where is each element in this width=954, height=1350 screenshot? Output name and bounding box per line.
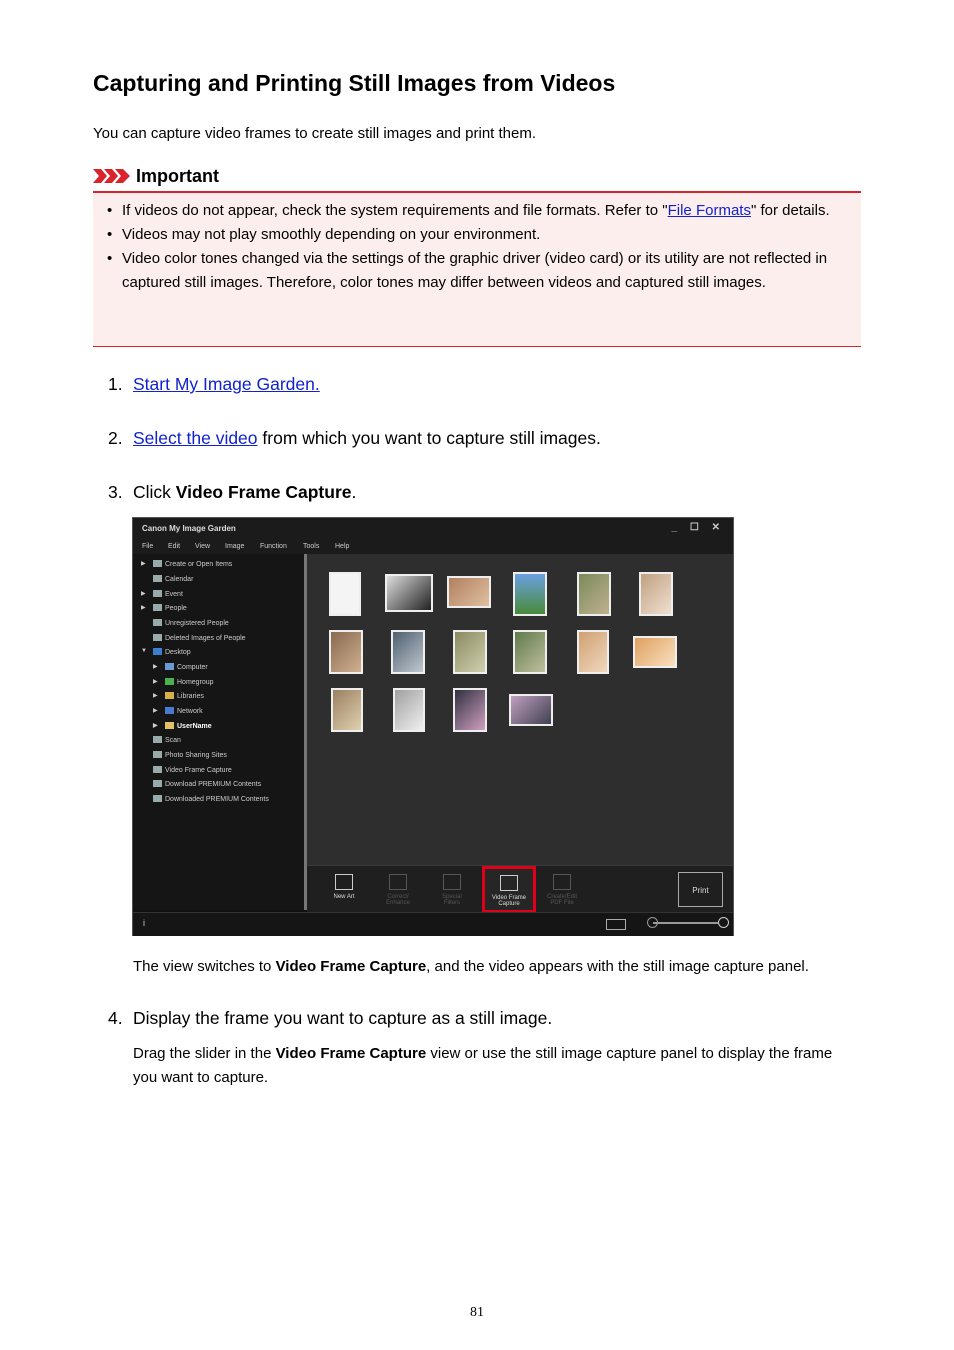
sidebar-item-create[interactable]: ▶ Create or Open Items [141,561,233,568]
menu-bar [133,540,733,554]
sidebar-item-deleted-people[interactable]: Deleted Images of People [153,634,246,642]
file-formats-link[interactable]: File Formats [667,202,751,219]
step-3-note: The view switches to Video Frame Capture, and the video appears with the still image capture panel. [133,958,809,975]
new-art-icon [335,874,353,890]
thumbnail[interactable] [447,576,491,608]
sidebar-item-photo-sharing[interactable]: Photo Sharing Sites [153,751,227,759]
zoom-in-icon[interactable] [718,917,729,928]
thumbnail[interactable] [577,572,611,616]
page-title: Capturing and Printing Still Images from Videos [93,70,616,96]
person-outline-icon [153,634,162,641]
info-icon[interactable]: i [143,918,145,928]
sidebar-tree [134,554,307,910]
user-folder-icon [165,722,174,729]
computer-icon [165,663,174,670]
thumbnail[interactable] [331,688,363,732]
important-label: Important [136,166,219,186]
step-4-note: Drag the slider in the Video Frame Capture view or use the still image capture panel to display the frame you want to capture. [133,1045,833,1086]
pdf-icon [553,874,571,890]
menu-file[interactable]: File [142,543,154,550]
important-item: • If videos do not appear, check the system requirements and file formats. Refer to "File Formats" for details. [107,202,830,219]
create-edit-pdf-button[interactable]: Create/Edit PDF File [537,872,587,912]
special-filters-icon [443,874,461,890]
thumbnail[interactable] [577,630,609,674]
sidebar-item-people[interactable]: ▶ People [141,605,187,612]
download-icon [153,780,162,787]
network-icon [165,707,174,714]
thumbnail[interactable] [453,688,487,732]
person-icon [153,619,162,626]
status-bar [133,912,733,936]
thumbnail[interactable] [509,694,553,726]
scan-icon [153,736,162,743]
sidebar-item-homegroup[interactable]: ▶ Homegroup [153,679,214,686]
thumbnail[interactable] [385,574,433,612]
important-item: • Video color tones changed via the settings of the graphic driver (video card) or its utility are not reflected in captured still images. Therefore, color tones may differ between videos and captured still images. [107,250,828,291]
important-header [93,165,861,193]
sidebar-item-calendar[interactable]: Calendar [153,575,193,583]
thumbnail[interactable] [513,572,547,616]
important-arrows-icon [93,168,131,184]
sidebar-item-event[interactable]: ▶ Event [141,591,183,598]
zoom-slider[interactable] [653,922,718,924]
thumbnail[interactable] [513,630,547,674]
important-item: • Videos may not play smoothly depending on your environment. [107,226,541,243]
create-icon [153,560,162,567]
thumbnail[interactable] [639,572,673,616]
sidebar-item-computer[interactable]: ▶ Computer [153,664,208,671]
people-icon [153,604,162,611]
step-2: 2. Select the video from which you want to capture still images. [108,428,601,448]
intro-text: You can capture video frames to create still images and print them. [93,125,537,142]
thumbnail[interactable] [453,630,487,674]
thumbnail-grid [307,554,733,865]
page-number: 81 [470,1305,484,1320]
correct-enhance-icon [389,874,407,890]
window-titlebar [133,518,733,540]
photo-sharing-icon [153,751,162,758]
sidebar-item-unregistered-people[interactable]: Unregistered People [153,619,229,627]
step-4: 4. Display the frame you want to capture as a still image. [108,1008,553,1028]
sidebar-item-network[interactable]: ▶ Network [153,708,203,715]
desktop-icon [153,648,162,655]
video-frame-capture-icon [500,875,518,891]
video-frame-icon [153,766,162,773]
sidebar-item-username[interactable]: ▶ UserName [153,723,212,730]
view-mode-icon[interactable] [606,919,626,930]
important-box [93,193,861,347]
new-art-button[interactable]: New Art [319,872,369,912]
select-the-video-link[interactable]: Select the video [133,428,258,448]
menu-tools[interactable]: Tools [303,543,320,550]
thumbnail[interactable] [633,636,677,668]
thumbnail[interactable] [393,688,425,732]
bottom-toolbar [307,865,733,913]
folder-icon [153,795,162,802]
sidebar-item-libraries[interactable]: ▶ Libraries [153,693,204,700]
libraries-icon [165,692,174,699]
menu-image[interactable]: Image [225,543,245,550]
step-3: 3. Click Video Frame Capture. [108,482,357,502]
sidebar-item-scan[interactable]: Scan [153,736,181,744]
special-filters-button[interactable]: Special Filters [427,872,477,912]
thumbnail[interactable] [391,630,425,674]
window-title: Canon My Image Garden [142,524,236,533]
thumbnail[interactable] [329,572,361,616]
thumbnail[interactable] [329,630,363,674]
menu-function[interactable]: Function [260,543,287,550]
sidebar-item-downloaded-premium[interactable]: Downloaded PREMIUM Contents [153,795,269,803]
step-1: 1. Start My Image Garden. [108,374,320,394]
start-my-image-garden-link[interactable]: Start My Image Garden. [133,374,320,394]
window-controls[interactable]: _ ☐ ✕ [671,522,725,533]
app-screenshot [132,517,734,936]
calendar-icon [153,575,162,582]
menu-help[interactable]: Help [335,543,350,550]
video-frame-capture-button[interactable]: Video Frame Capture [482,866,536,913]
sidebar-item-video-frame-capture[interactable]: Video Frame Capture [153,766,232,774]
event-icon [153,590,162,597]
correct-enhance-button[interactable]: Correct/ Enhance [373,872,423,912]
print-button[interactable]: Print [678,872,723,907]
homegroup-icon [165,678,174,685]
sidebar-item-desktop[interactable]: ▼ Desktop [141,648,191,656]
sidebar-item-download-premium[interactable]: Download PREMIUM Contents [153,780,261,788]
menu-view[interactable]: View [195,543,211,550]
menu-edit[interactable]: Edit [168,543,181,550]
